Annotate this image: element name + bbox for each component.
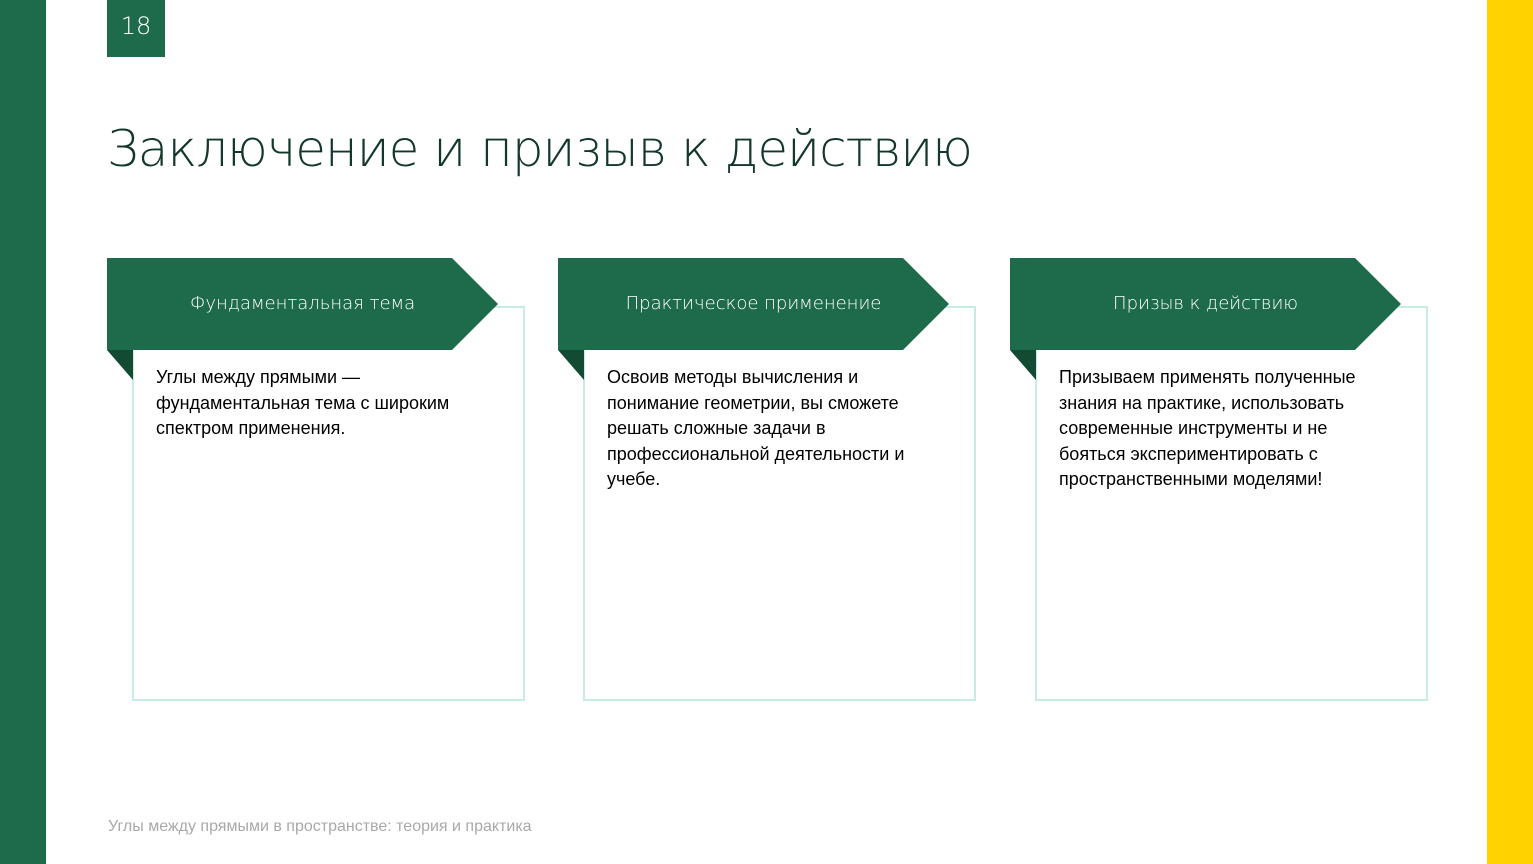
card-header-label: Фундаментальная тема [189, 293, 416, 314]
card-body-text: Освоив методы вычисления и понимание геометрии, вы сможете решать сложные задачи в профессиональной деятельности и учебе. [607, 367, 905, 489]
slide-number: 18 [107, 0, 165, 57]
card-fundamental-topic [107, 258, 527, 700]
right-accent-bar [1487, 0, 1533, 864]
card-fold [1010, 350, 1036, 380]
page-title: Заключение и призыв к действию [107, 120, 972, 178]
card-fold [107, 350, 133, 380]
card-header-label: Призыв к действию [1113, 293, 1298, 314]
card-body-text: Углы между прямыми — фундаментальная тема с широким спектром применения. [156, 367, 450, 438]
card-body-text: Призываем применять полученные знания на практике, использовать современные инструменты и не бояться экспериментировать с пространственными моделями! [1059, 367, 1356, 489]
card-header-label: Практическое применение [625, 293, 882, 314]
card-fold [558, 350, 584, 380]
card-call-to-action [1010, 258, 1430, 700]
left-accent-bar [0, 0, 46, 864]
card-practical-application [558, 258, 978, 700]
footer-caption: Углы между прямыми в пространстве: теория и практика [108, 818, 532, 835]
